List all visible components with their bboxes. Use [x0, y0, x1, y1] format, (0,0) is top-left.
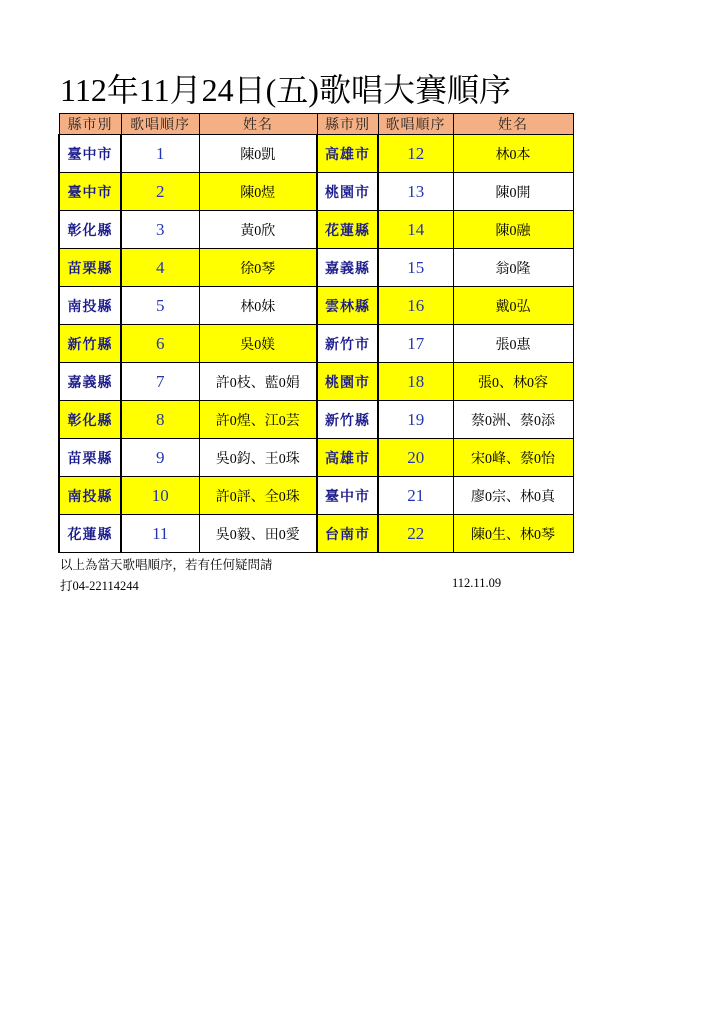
footer-note: 以上為當天歌唱順序，若有任何疑問請 [60, 558, 273, 572]
table-row [59, 211, 573, 249]
table-row [59, 515, 573, 553]
order-cell: 17 [378, 325, 453, 363]
header-county: 縣市別 [317, 114, 378, 135]
name-cell: 林0妹 [199, 287, 317, 325]
order-cell: 16 [378, 287, 453, 325]
order-cell: 1 [121, 135, 199, 173]
table-row [59, 249, 573, 287]
order-cell: 5 [121, 287, 199, 325]
county-cell: 花蓮縣 [317, 211, 378, 249]
table-row [59, 325, 573, 363]
county-cell: 苗栗縣 [59, 439, 121, 477]
table-row [59, 477, 573, 515]
page-title: 112年11月24日(五)歌唱大賽順序 [60, 72, 511, 108]
name-cell: 許0枝、藍0娟 [199, 363, 317, 401]
county-cell: 高雄市 [317, 439, 378, 477]
header-name: 姓名 [453, 114, 573, 135]
county-cell: 彰化縣 [59, 211, 121, 249]
order-cell: 20 [378, 439, 453, 477]
table-row [59, 287, 573, 325]
table-row [59, 401, 573, 439]
order-cell: 3 [121, 211, 199, 249]
name-cell: 徐0琴 [199, 249, 317, 287]
county-cell: 新竹縣 [59, 325, 121, 363]
order-cell: 18 [378, 363, 453, 401]
county-cell: 新竹縣 [317, 401, 378, 439]
name-cell: 廖0宗、林0真 [453, 477, 573, 515]
order-cell: 13 [378, 173, 453, 211]
order-cell: 19 [378, 401, 453, 439]
table-row [59, 439, 573, 477]
name-cell: 吳0媄 [199, 325, 317, 363]
order-cell: 4 [121, 249, 199, 287]
name-cell: 張0惠 [453, 325, 573, 363]
header-county: 縣市別 [59, 114, 121, 135]
name-cell: 蔡0洲、蔡0添 [453, 401, 573, 439]
order-cell: 14 [378, 211, 453, 249]
county-cell: 桃園市 [317, 363, 378, 401]
name-cell: 張0、林0容 [453, 363, 573, 401]
county-cell: 新竹市 [317, 325, 378, 363]
header-order: 歌唱順序 [378, 114, 453, 135]
county-cell: 嘉義縣 [59, 363, 121, 401]
header-row [59, 114, 573, 135]
county-cell: 南投縣 [59, 287, 121, 325]
name-cell: 吳0鈞、王0珠 [199, 439, 317, 477]
order-cell: 6 [121, 325, 199, 363]
name-cell: 翁0隆 [453, 249, 573, 287]
footer-date: 112.11.09 [452, 576, 502, 590]
name-cell: 黃0欣 [199, 211, 317, 249]
table-row [59, 363, 573, 401]
county-cell: 彰化縣 [59, 401, 121, 439]
name-cell: 許0評、全0珠 [199, 477, 317, 515]
name-cell: 陳0生、林0琴 [453, 515, 573, 553]
order-cell: 10 [121, 477, 199, 515]
county-cell: 高雄市 [317, 135, 378, 173]
county-cell: 苗栗縣 [59, 249, 121, 287]
table-row [59, 173, 573, 211]
order-cell: 2 [121, 173, 199, 211]
header-order: 歌唱順序 [121, 114, 199, 135]
name-cell: 陳0凱 [199, 135, 317, 173]
name-cell: 陳0融 [453, 211, 573, 249]
county-cell: 臺中市 [317, 477, 378, 515]
order-cell: 15 [378, 249, 453, 287]
order-cell: 22 [378, 515, 453, 553]
footer-phone: 打04-22114244 [60, 579, 139, 593]
header-name: 姓名 [199, 114, 317, 135]
order-cell: 7 [121, 363, 199, 401]
name-cell: 林0本 [453, 135, 573, 173]
name-cell: 宋0峰、蔡0怡 [453, 439, 573, 477]
name-cell: 許0煌、江0芸 [199, 401, 317, 439]
order-cell: 11 [121, 515, 199, 553]
name-cell: 戴0弘 [453, 287, 573, 325]
county-cell: 雲林縣 [317, 287, 378, 325]
county-cell: 嘉義縣 [317, 249, 378, 287]
county-cell: 臺中市 [59, 173, 121, 211]
name-cell: 陳0開 [453, 173, 573, 211]
order-cell: 8 [121, 401, 199, 439]
county-cell: 南投縣 [59, 477, 121, 515]
order-cell: 9 [121, 439, 199, 477]
county-cell: 花蓮縣 [59, 515, 121, 553]
name-cell: 吳0毅、田0愛 [199, 515, 317, 553]
county-cell: 桃園市 [317, 173, 378, 211]
schedule-table [58, 113, 574, 553]
table-row [59, 135, 573, 173]
county-cell: 臺中市 [59, 135, 121, 173]
order-cell: 12 [378, 135, 453, 173]
name-cell: 陳0煜 [199, 173, 317, 211]
county-cell: 台南市 [317, 515, 378, 553]
order-cell: 21 [378, 477, 453, 515]
